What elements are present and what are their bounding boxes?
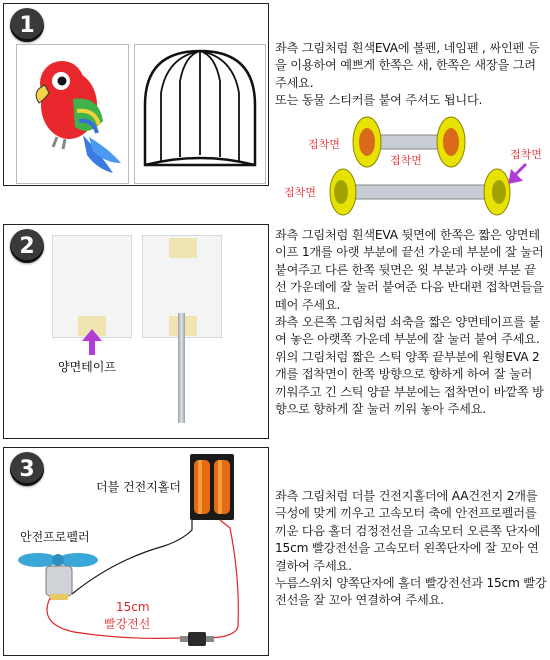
- tape-label: 양면테이프: [58, 360, 116, 374]
- adhesive-label-d: 접착면: [510, 148, 542, 161]
- arrow-up-icon: [82, 329, 102, 355]
- step-3-description: 좌측 그림처럼 더블 건전지홀더에 AA건전지 2개를 극성에 맞게 끼우고 고속모터 축에 안전프로펠러를 끼운 다음 홀더 검정전선을 고속모터 오른쪽 단자에 15cm 빨강전선을 고속모터 왼쪽단자에 잘 꼬아 연결하여 주세요. 누름스위치 양쪽단자에 홀더 빨강전선과 15cm 빨강전선을 잘 꼬아 연결하여 주세요.: [275, 489, 547, 608]
- step-number-badge: 3: [10, 452, 44, 486]
- step-3-panel: [3, 447, 269, 656]
- step-2-panel: [3, 224, 269, 439]
- step-number-badge: 1: [10, 8, 44, 42]
- birdcage-illustration: [135, 45, 265, 183]
- adhesive-label-b: 접착면: [390, 154, 422, 167]
- parrot-card: [16, 44, 129, 184]
- eva-axle-long: [325, 167, 525, 227]
- push-switch: [180, 631, 214, 647]
- adhesive-label-c: 접착면: [284, 186, 316, 199]
- wire-color-label: 빨강전선: [104, 617, 151, 631]
- parrot-illustration: [17, 45, 128, 183]
- holder-label: 더블 건전지홀더: [96, 480, 181, 494]
- purple-arrow-icon: [506, 162, 530, 186]
- metal-rod: [178, 313, 185, 423]
- wire-length-label: 15cm: [116, 600, 150, 614]
- propeller-label: 안전프로펠러: [20, 530, 90, 544]
- birdcage-card: [134, 44, 266, 184]
- tape-strip: [169, 238, 197, 258]
- step-1-description: 좌측 그림처럼 흰색EVA에 볼펜, 네임펜 , 싸인펜 등을 이용하여 예쁘게 한쪽은 새, 한쪽은 새장을 그려주세요. 또는 동물 스티커를 붙여 주셔도 됩니다.: [275, 41, 540, 108]
- adhesive-label-a: 접착면: [308, 138, 340, 151]
- step-1-panel: [3, 3, 269, 186]
- tape-card-left: [52, 235, 132, 338]
- step-number-badge: 2: [10, 229, 44, 263]
- step-2-description: 좌측 그림처럼 흰색EVA 뒷면에 한쪽은 짧은 양면테이프 1개를 아랫 부분에 끝선 가운데 부분에 잘 눌러 붙여주고 다른 한쪽 뒷면은 윗 부분과 아랫 부분 끝선 가운데에 잘 눌러 붙여준 다음 반대편 접착면들을 떼어 주세요. 좌측 오른쪽 그림처럼 쇠축을 짧은 양면테이프를 붙여 놓은 아랫쪽 가운데 부분에 잘 눌러 붙여 주세요. 위의 그림처럼 짧은 스틱 양쪽 끝부분에 원형EVA 2개를 접착면이 한쪽 방향으로 향하게 하여 잘 눌러 끼워주고 긴 스틱 양끝 부분에는 접착면이 바깥쪽 방향으로 향하게 잘 눌러 끼워 놓아 주세요.: [275, 228, 544, 417]
